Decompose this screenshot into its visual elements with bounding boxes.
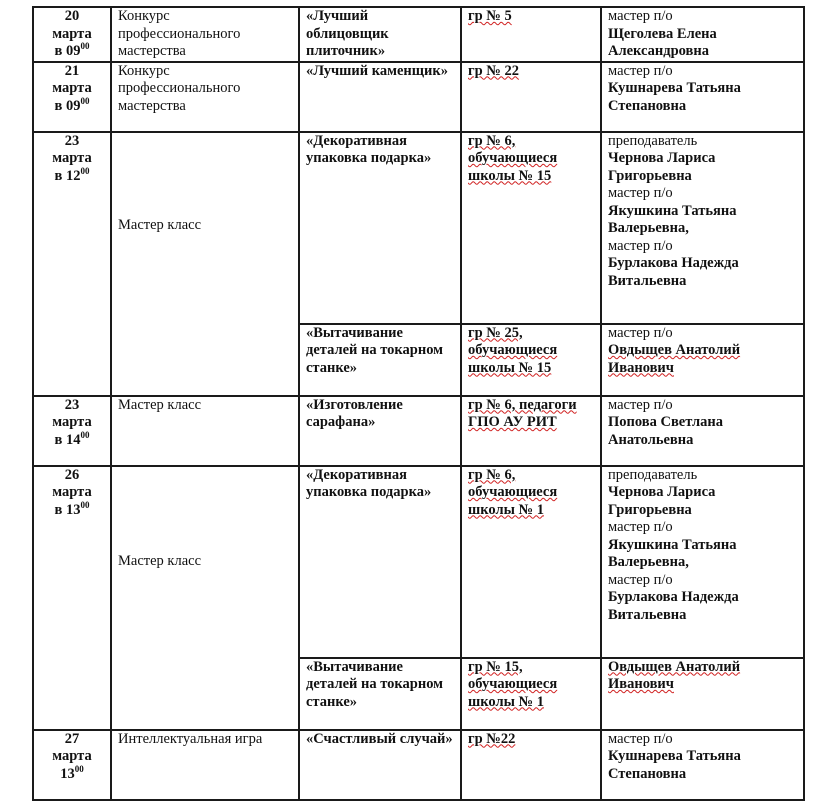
responsible-name: Кушнарева Татьяна Степановна — [608, 80, 741, 114]
date-month: марта — [52, 25, 92, 42]
group-cell: гр № 6, обучающиеся школы № 1 — [461, 466, 601, 658]
event-title-cell: «Вытачивание деталей на токарном станке» — [299, 658, 461, 730]
table-row — [33, 730, 804, 800]
date-cell — [33, 466, 111, 730]
table-row — [33, 7, 804, 62]
table-row — [33, 396, 804, 466]
group-cell: гр № 22 — [461, 62, 601, 132]
date-day: 23 — [64, 132, 80, 149]
responsible-name: Кушнарева Татьяна Степановна — [608, 748, 741, 782]
responsible-name: Бурлакова Надежда Витальевна — [608, 589, 739, 623]
responsible-role: мастер п/о — [608, 571, 673, 588]
responsible-name: Якушкина Татьяна Валерьевна, — [608, 536, 737, 570]
responsible-name: Бурлакова Надежда Витальевна — [608, 255, 739, 289]
date-cell — [33, 7, 111, 62]
date-day: 26 — [64, 466, 80, 483]
responsible-name: Щеголева Елена Александровна — [608, 25, 717, 59]
responsible-role: мастер п/о — [608, 8, 673, 24]
date-day: 20 — [64, 8, 80, 24]
table-row — [33, 132, 804, 324]
responsible-role: мастер п/о — [608, 62, 673, 79]
date-day: 21 — [64, 62, 80, 79]
event-title-cell: «Декоративная упаковка подарка» — [299, 132, 461, 324]
group-cell: гр № 25, обучающиеся школы № 15 — [461, 324, 601, 396]
event-schedule-table — [32, 6, 805, 801]
date-time: в $13^{00}$ — [54, 499, 90, 518]
responsible-role: преподаватель — [608, 466, 698, 483]
responsible-cell — [601, 730, 804, 800]
responsible-name: Чернова Лариса Григорьевна — [608, 150, 716, 184]
date-cell — [33, 62, 111, 132]
event-title-cell: «Лучший облицовщик плиточник» — [299, 7, 461, 62]
responsible-name: Овдыщев Анатолий Иванович — [608, 658, 741, 692]
group-cell: гр № 6, педагоги ГПО АУ РИТ — [461, 396, 601, 466]
event-type-cell: Мастер класс — [111, 466, 299, 730]
event-title-cell: «Изготовление сарафана» — [299, 396, 461, 466]
date-day: 23 — [64, 396, 80, 413]
date-time: в $14^{00}$ — [54, 429, 90, 448]
responsible-cell — [601, 7, 804, 62]
table-row — [33, 62, 804, 132]
group-cell: гр №22 — [461, 730, 601, 800]
event-type-cell: Мастер класс — [111, 396, 299, 466]
date-time: $13^{00}$ — [60, 763, 84, 782]
group-cell: гр № 6, обучающиеся школы № 15 — [461, 132, 601, 324]
date-cell — [33, 132, 111, 396]
responsible-role: мастер п/о — [608, 396, 673, 413]
date-month: марта — [52, 748, 92, 764]
responsible-cell — [601, 466, 804, 658]
responsible-role: мастер п/о — [608, 730, 673, 747]
responsible-name: Овдыщев Анатолий Иванович — [608, 342, 741, 376]
responsible-cell — [601, 324, 804, 396]
event-title-cell: «Счастливый случай» — [299, 730, 461, 800]
responsible-name: Якушкина Татьяна Валерьевна, — [608, 202, 737, 236]
event-type-cell: Интеллектуальная игра — [111, 730, 299, 800]
group-cell: гр № 15, обучающиеся школы № 1 — [461, 658, 601, 730]
date-day: 27 — [64, 730, 80, 747]
event-title-cell: «Вытачивание деталей на токарном станке» — [299, 324, 461, 396]
responsible-role: мастер п/о — [608, 237, 673, 254]
responsible-cell — [601, 658, 804, 730]
date-cell — [33, 396, 111, 466]
responsible-cell — [601, 62, 804, 132]
date-month: марта — [52, 414, 92, 430]
event-type-cell: Мастер класс — [111, 132, 299, 396]
event-title-cell: «Декоративная упаковка подарка» — [299, 466, 461, 658]
date-month: марта — [52, 484, 92, 500]
date-month: марта — [52, 80, 92, 96]
date-time: в $12^{00}$ — [54, 165, 90, 184]
group-cell: гр № 5 — [461, 7, 601, 62]
responsible-cell — [601, 132, 804, 324]
date-cell — [33, 730, 111, 800]
date-time: в $09^{00}$ — [54, 41, 90, 59]
responsible-role: мастер п/о — [608, 185, 673, 201]
responsible-name: Попова Светлана Анатольевна — [608, 414, 723, 448]
event-type-cell: Конкурс профессионального мастерства — [111, 62, 299, 132]
date-time: в $09^{00}$ — [54, 95, 90, 114]
event-type-cell: Конкурс профессионального мастерства — [111, 7, 299, 62]
responsible-role: мастер п/о — [608, 519, 673, 535]
responsible-role: мастер п/о — [608, 324, 673, 341]
table-row — [33, 466, 804, 658]
responsible-role: преподаватель — [608, 132, 698, 149]
date-month: марта — [52, 150, 92, 166]
responsible-cell — [601, 396, 804, 466]
event-title-cell: «Лучший каменщик» — [299, 62, 461, 132]
responsible-name: Чернова Лариса Григорьевна — [608, 484, 716, 518]
